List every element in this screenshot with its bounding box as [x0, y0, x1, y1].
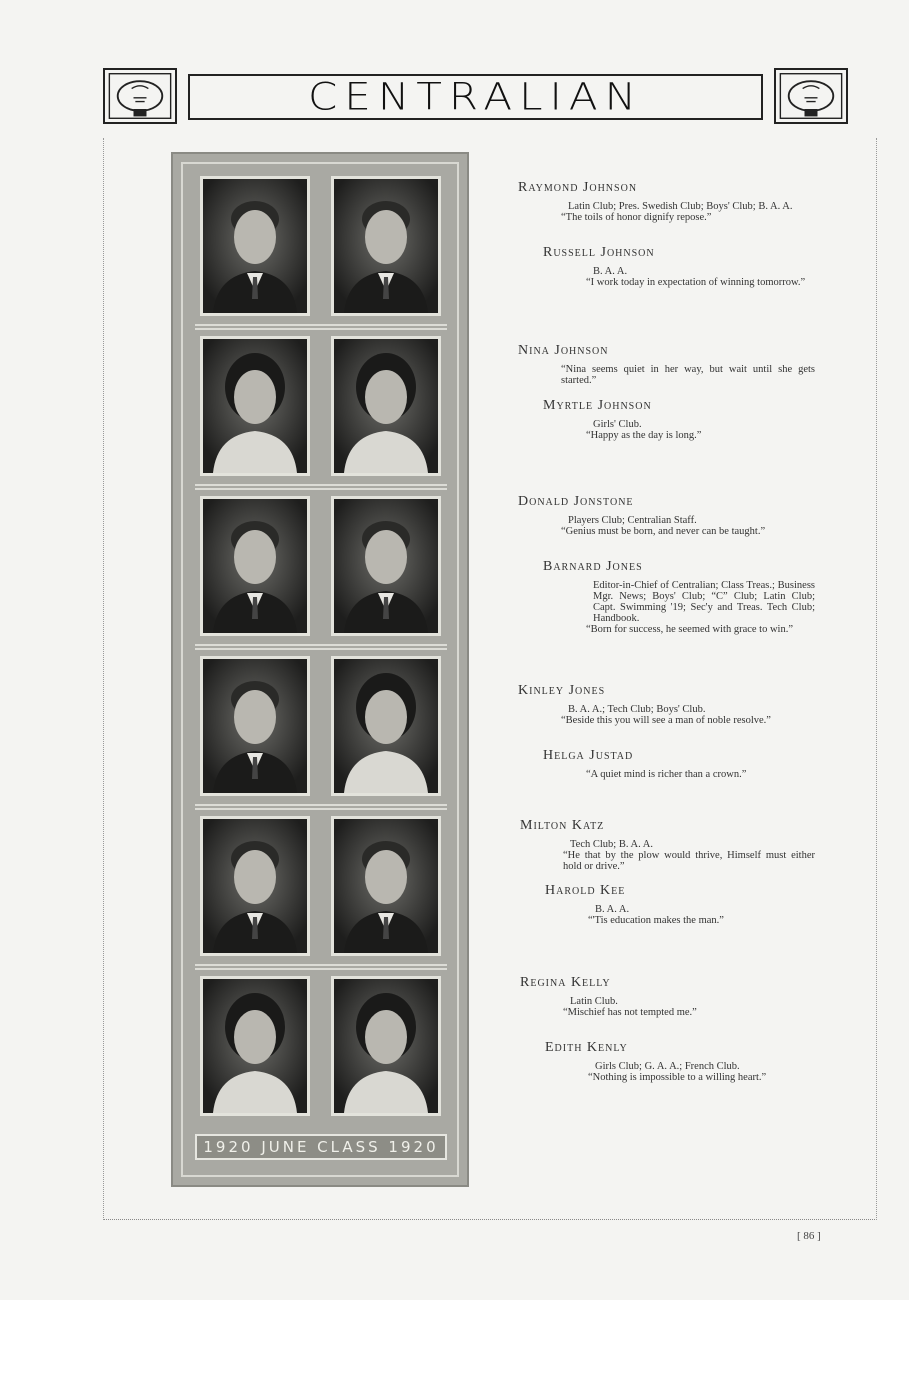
- portrait-photo: [200, 656, 310, 796]
- student-activities: Girls' Club.: [593, 419, 642, 430]
- photo-panel: [171, 152, 469, 1187]
- student-activities: Tech Club; B. A. A.: [570, 839, 653, 850]
- student-bio: [520, 818, 815, 872]
- student-name: Harold Kee: [545, 883, 626, 898]
- student-quote: “Genius must be born, and never can be taught.”: [561, 526, 766, 537]
- student-name: Russell Johnson: [543, 245, 655, 260]
- student-activities: B. A. A.; Tech Club; Boys' Club.: [568, 704, 706, 715]
- student-name: Myrtle Johnson: [543, 398, 652, 413]
- student-bio: [543, 398, 815, 441]
- panel-divider: [195, 484, 447, 490]
- portrait-photo: [200, 816, 310, 956]
- student-bio: [518, 343, 815, 386]
- portrait-photo: [331, 496, 441, 636]
- student-quote: “Happy as the day is long.”: [586, 430, 702, 441]
- portrait-photo: [331, 976, 441, 1116]
- student-bio: [543, 748, 815, 780]
- student-name: Kinley Jones: [518, 683, 606, 698]
- student-quote: “Nina seems quiet in her way, but wait until she gets started.”: [561, 364, 815, 386]
- portrait-photo: [200, 336, 310, 476]
- student-name: Helga Justad: [543, 748, 634, 763]
- student-bio: [518, 683, 815, 726]
- student-activities: Latin Club.: [570, 996, 618, 1007]
- panel-divider: [195, 804, 447, 810]
- portrait-photo: [200, 976, 310, 1116]
- portrait-photo: [331, 656, 441, 796]
- student-name: Donald Jonstone: [518, 494, 634, 509]
- student-quote: “I work today in expectation of winning tomorrow.”: [586, 277, 806, 288]
- student-bio: [518, 494, 815, 537]
- student-quote: “Beside this you will see a man of noble resolve.”: [561, 715, 771, 726]
- student-activities: Editor-in-Chief of Centralian; Class Treas.; Business Mgr. News; Boys' Club; “C” Club; Latin Club; Capt. Swimming '19; Sec'y and Treas. Tech Club; Handbook.: [593, 580, 815, 624]
- student-name: Raymond Johnson: [518, 180, 638, 195]
- student-activities: Players Club; Centralian Staff.: [568, 515, 697, 526]
- panel-divider: [195, 964, 447, 970]
- student-activities: B. A. A.: [595, 904, 630, 915]
- portrait-photo: [331, 336, 441, 476]
- student-name: Milton Katz: [520, 818, 605, 833]
- student-name: Edith Kenly: [545, 1040, 628, 1055]
- student-activities: Girls Club; G. A. A.; French Club.: [595, 1061, 740, 1072]
- panel-divider: [195, 644, 447, 650]
- portrait-photo: [331, 816, 441, 956]
- student-quote: “Born for success, he seemed with grace to win.”: [586, 624, 794, 635]
- title-box: [188, 74, 763, 120]
- page-number: [ 86 ]: [797, 1230, 821, 1242]
- student-quote: “The toils of honor dignify repose.”: [561, 212, 712, 223]
- student-bio: [545, 883, 815, 926]
- emblem-left-icon: [103, 68, 177, 124]
- student-quote: “Mischief has not tempted me.”: [563, 1007, 697, 1018]
- panel-divider: [195, 324, 447, 330]
- publication-title: CENTRALIAN: [307, 74, 644, 119]
- student-bio: [543, 245, 815, 288]
- student-bio: [545, 1040, 815, 1083]
- student-quote: “Nothing is impossible to a willing heart.”: [588, 1072, 767, 1083]
- student-name: Nina Johnson: [518, 343, 609, 358]
- header-banner: [103, 68, 848, 126]
- student-activities: Latin Club; Pres. Swedish Club; Boys' Club; B. A. A.: [568, 201, 793, 212]
- portrait-photo: [200, 496, 310, 636]
- student-activities: B. A. A.: [593, 266, 628, 277]
- student-quote: “A quiet mind is richer than a crown.”: [586, 769, 747, 780]
- student-bio: [543, 559, 815, 635]
- student-quote: “He that by the plow would thrive, Himself must either hold or drive.”: [563, 850, 815, 872]
- emblem-right-icon: [774, 68, 848, 124]
- portrait-photo: [200, 176, 310, 316]
- student-name: Regina Kelly: [520, 975, 611, 990]
- student-name: Barnard Jones: [543, 559, 643, 574]
- student-quote: “'Tis education makes the man.”: [588, 915, 724, 926]
- portrait-photo: [331, 176, 441, 316]
- class-label: 1920 JUNE CLASS 1920: [195, 1134, 447, 1160]
- student-bio: [520, 975, 815, 1018]
- student-bio: [518, 180, 815, 223]
